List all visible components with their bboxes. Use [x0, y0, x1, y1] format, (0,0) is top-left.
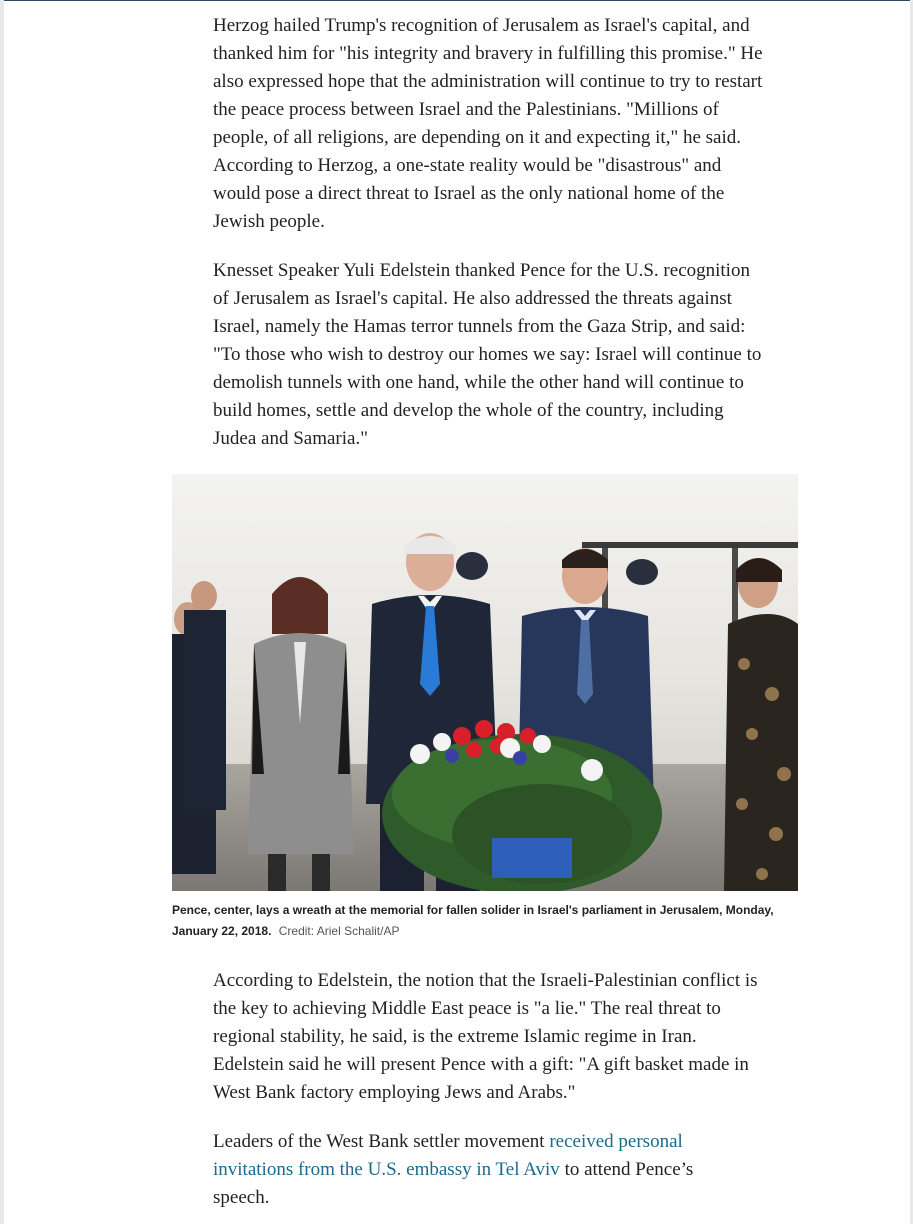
- photo-pence-wreath-ceremony: [172, 474, 798, 891]
- article-photo: [172, 474, 798, 891]
- article-paragraph-herzog: Herzog hailed Trump's recognition of Jerusalem as Israel's capital, and thanked him for "his integrity and bravery in fulfilling this promise." He also expressed hope that the administration will continue to try to restart the peace process between Israel and the Palestinians. "Millions of people, of all religions, are depending on it and expecting it," he said. According to Herzog, a one-state reality would be "disastrous" and would pose a direct threat to Israel as the only national home of the Jewish people.: [213, 15, 763, 232]
- caption-text: Pence, center, lays a wreath at the memorial for fallen solider in Israel's parliament in Jerusalem, Monday, January 22, 2018.: [172, 903, 774, 938]
- article-paragraph-edelstein-speech: Knesset Speaker Yuli Edelstein thanked Pence for the U.S. recognition of Jerusalem as Israel's capital. He also addressed the threats against Israel, namely the Hamas terror tunnels from the Gaza Strip, and said: "To those who wish to destroy our homes we say: Israel will continue to demolish tunnels with one hand, while the other hand will continue to build homes, settle and develop the whole of the country, including Judea and Samaria.": [213, 260, 762, 449]
- settlers-text-before: Leaders of the West Bank settler movement: [213, 1131, 550, 1152]
- article-paragraph-settlers: [213, 1128, 713, 1212]
- top-divider: [4, 0, 910, 1]
- settlers-text-after: to attend Pence’s speech.: [213, 1159, 694, 1208]
- article-paragraph-edelstein-iran: According to Edelstein, the notion that the Israeli-Palestinian conflict is the key to achieving Middle East peace is "a lie." The real threat to regional stability, he said, is the extreme Islamic regime in Iran. Edelstein said he will present Pence with a gift: "A gift basket made in West Bank factory employing Jews and Arabs.": [213, 970, 758, 1103]
- embassy-invitations-link[interactable]: received personal invitations from the U.S. embassy in Tel Aviv: [213, 1131, 683, 1180]
- photo-credit: Credit: Ariel Schalit/AP: [278, 924, 400, 938]
- photo-caption: [172, 900, 798, 942]
- left-page-edge: [0, 0, 4, 1224]
